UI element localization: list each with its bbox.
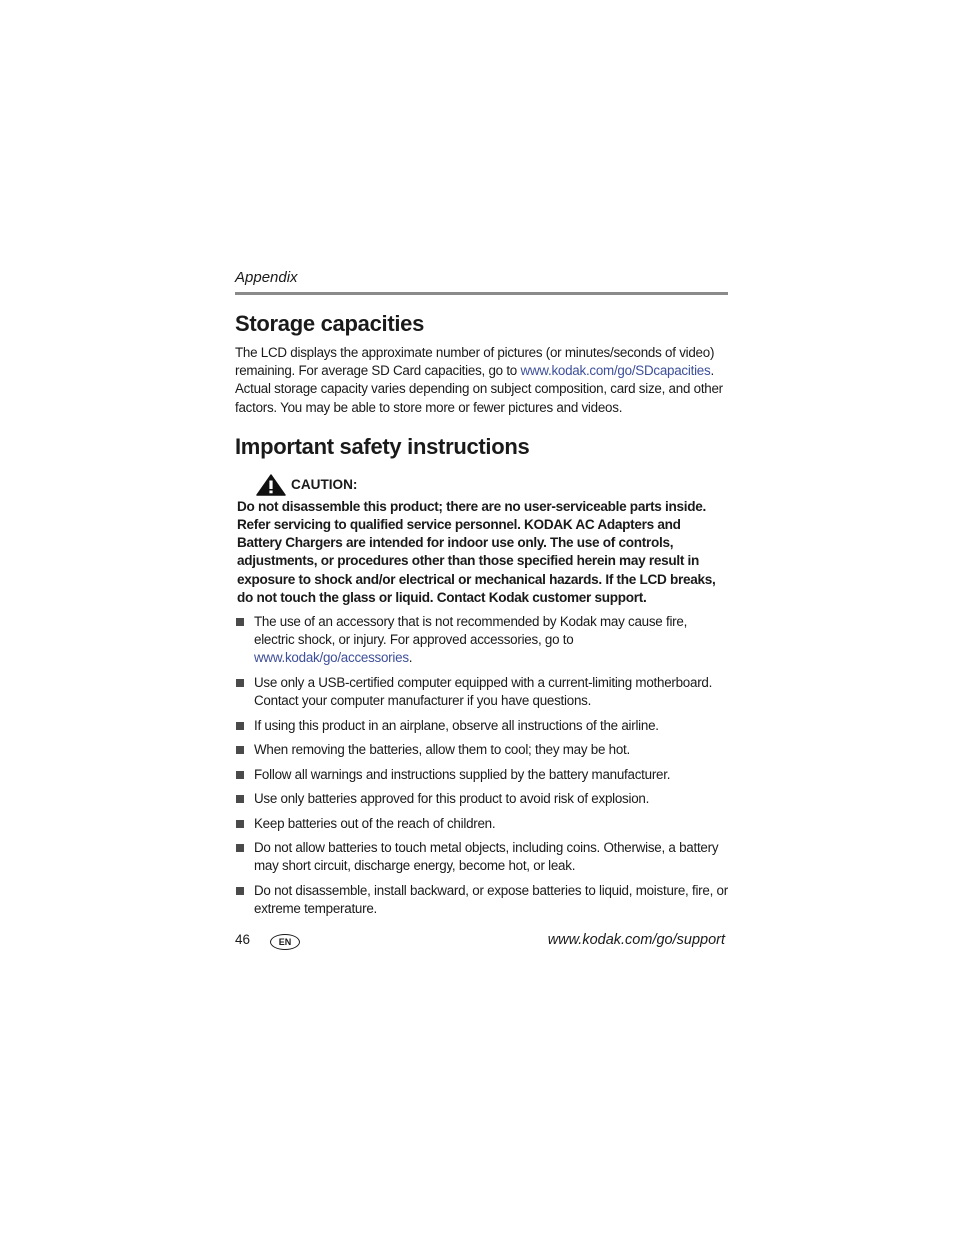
- list-item-text: The use of an accessory that is not recommended by Kodak may cause fire, electric shock, or injury. For approved accessories, go to: [254, 614, 688, 648]
- square-bullet-icon: [236, 844, 244, 852]
- square-bullet-icon: [236, 618, 244, 626]
- page-number: 46: [235, 932, 251, 947]
- list-item-text-after: .: [408, 650, 413, 666]
- square-bullet-icon: [236, 722, 244, 730]
- storage-text-after-link: . Actual storage capacity varies depending on subject composition, card size, and other factors. You may be able to store more or fewer pictures and videos.: [235, 363, 723, 415]
- list-item: [235, 882, 728, 918]
- support-url: www.kodak.com/go/support: [547, 932, 725, 948]
- warning-triangle-icon: [256, 474, 286, 496]
- square-bullet-icon: [236, 771, 244, 779]
- square-bullet-icon: [236, 887, 244, 895]
- caution-text: Do not disassemble this product; there are no user-serviceable parts inside. Refer servicing to qualified service personnel. KODAK AC Adapters and Battery Chargers are intended for indoor use only. The use of controls, adjustments, or procedures other than those specified herein may result in exposure to shock and/or electrical or mechanical hazards. If the LCD breaks, do not touch the glass or liquid. Contact Kodak customer support.: [237, 498, 716, 605]
- page-footer: [235, 930, 725, 954]
- list-item: [235, 741, 728, 759]
- page-content: [235, 268, 728, 925]
- square-bullet-icon: [236, 679, 244, 687]
- list-item: [235, 790, 728, 808]
- storage-capacities-paragraph: [235, 344, 728, 417]
- list-item: [235, 674, 728, 710]
- list-item-text: If using this product in an airplane, observe all instructions of the airline.: [254, 717, 659, 733]
- square-bullet-icon: [236, 795, 244, 803]
- list-item: [235, 717, 728, 735]
- accessories-link[interactable]: www.kodak/go/accessories: [254, 650, 409, 666]
- list-item-text: Follow all warnings and instructions supplied by the battery manufacturer.: [254, 766, 671, 782]
- list-item-text: Use only batteries approved for this product to avoid risk of explosion.: [254, 791, 650, 807]
- storage-text-before-link: The LCD displays the approximate number of pictures (or minutes/seconds of video) remaining. For average SD Card capacities, go to: [235, 345, 715, 379]
- square-bullet-icon: [236, 746, 244, 754]
- list-item: [235, 815, 728, 833]
- caution-row: [256, 474, 728, 496]
- list-item-text: Do not disassemble, install backward, or expose batteries to liquid, moisture, fire, or extreme temperature.: [254, 882, 728, 917]
- list-item: [235, 766, 728, 784]
- running-head: Appendix: [235, 269, 298, 286]
- sd-capacities-link[interactable]: www.kodak.com/go/SDcapacities: [520, 363, 711, 379]
- language-badge: EN: [270, 934, 300, 950]
- header-rule: [235, 292, 728, 295]
- safety-bullet-list: [235, 613, 728, 918]
- list-item-text: Keep batteries out of the reach of children.: [254, 815, 496, 831]
- list-item-text: Do not allow batteries to touch metal objects, including coins. Otherwise, a battery may short circuit, discharge energy, become hot, or leak.: [254, 840, 719, 874]
- list-item: [235, 839, 728, 875]
- list-item-text: When removing the batteries, allow them to cool; they may be hot.: [254, 742, 630, 758]
- list-item-text: Use only a USB-certified computer equipped with a current-limiting motherboard. Contact your computer manufacturer if you have questions.: [254, 674, 713, 709]
- caution-label: CAUTION:: [291, 476, 358, 492]
- safety-instructions-heading: Important safety instructions: [235, 433, 530, 459]
- square-bullet-icon: [236, 820, 244, 828]
- list-item: [235, 613, 728, 668]
- storage-capacities-heading: Storage capacities: [235, 311, 425, 336]
